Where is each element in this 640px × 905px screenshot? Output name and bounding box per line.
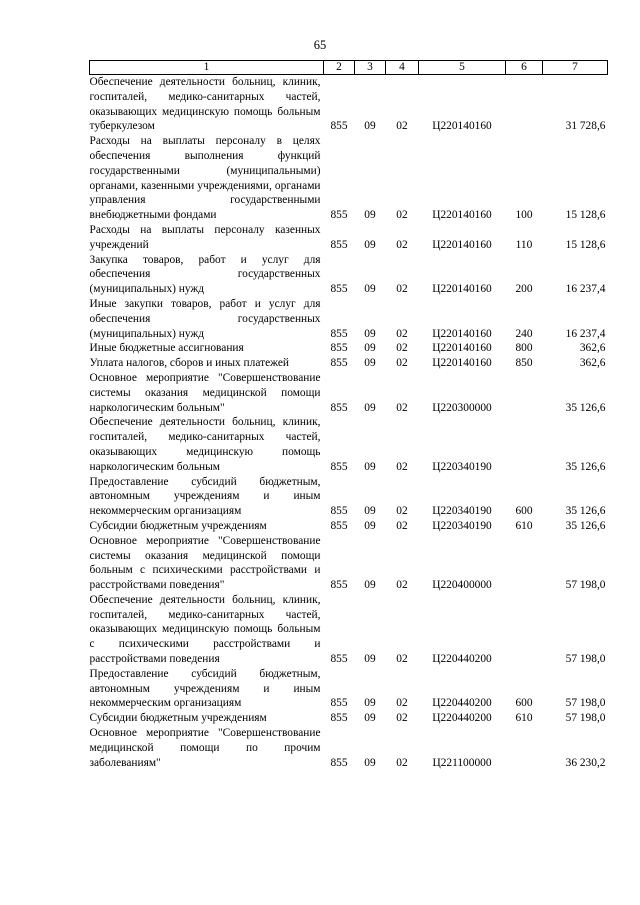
row-description: Субсидии бюджетным учреждениям [89,519,267,532]
table-row [90,534,608,593]
table-row [90,253,608,297]
row-subsection-code: 02 [396,756,408,769]
row-amount: 35 126,6 [565,505,606,518]
table-header [90,61,608,75]
row-expense-type-code [506,415,543,474]
row-amount: 31 728,6 [565,120,606,133]
row-expense-type-code: 850 [515,357,533,370]
row-ministry-code: 855 [330,327,348,340]
row-description: Субсидии бюджетным учреждениям [89,712,267,725]
row-target-code: Ц220340190 [432,505,492,518]
table-row [90,415,608,474]
row-section-code: 09 [364,519,376,532]
row-expense-type-code: 800 [515,342,533,355]
row-target-code: Ц220140160 [432,283,492,296]
row-target-code: Ц221100000 [432,756,492,769]
table-row [90,356,608,371]
row-expense-type-code [506,726,543,770]
row-description: Расходы на выплаты персоналу в целях обеспечения выполнения функций государственными (муниципальными) органами, казенными учреждениями, органами управления государственными внебюджетными фондами [89,135,321,222]
table-row [90,726,608,770]
row-section-code: 09 [364,579,376,592]
row-description: Иные закупки товаров, работ и услуг для обеспечения государственных (муниципальных) нужд [89,297,321,340]
column-header-6: 6 [506,61,543,75]
row-subsection-code: 02 [396,519,408,532]
row-section-code: 09 [364,209,376,222]
column-header-5: 5 [419,61,506,75]
row-target-code: Ц220340190 [432,519,492,532]
row-target-code: Ц220140160 [432,209,492,222]
row-section-code: 09 [364,460,376,473]
row-subsection-code: 02 [396,238,408,251]
row-section-code: 09 [364,238,376,251]
row-description: Обеспечение деятельности больниц, клиник, госпиталей, медико-санитарных частей, оказывающих медицинскую помощь больным с психическими расстройствами и расстройствами поведения [89,593,321,666]
row-expense-type-code [506,371,543,415]
row-ministry-code: 855 [330,579,348,592]
row-section-code: 09 [364,342,376,355]
column-header-4: 4 [386,61,419,75]
row-subsection-code: 02 [396,460,408,473]
row-amount: 36 230,2 [565,756,606,769]
row-description: Обеспечение деятельности больниц, клиник, госпиталей, медико-санитарных частей, оказывающих медицинскую помощь наркологическим больным [89,416,321,473]
row-section-code: 09 [364,401,376,414]
table-row [90,371,608,415]
row-ministry-code: 855 [330,357,348,370]
row-expense-type-code: 600 [515,697,533,710]
row-amount: 16 237,4 [565,283,606,296]
row-amount: 35 126,6 [565,460,606,473]
row-ministry-code: 855 [330,653,348,666]
table-row [90,593,608,667]
row-ministry-code: 855 [330,697,348,710]
row-target-code: Ц220140160 [432,342,492,355]
row-subsection-code: 02 [396,120,408,133]
row-expense-type-code [506,593,543,667]
table-row [90,667,608,711]
table-row [90,75,608,135]
row-section-code: 09 [364,327,376,340]
row-ministry-code: 855 [330,519,348,532]
column-header-1: 1 [90,61,324,75]
row-ministry-code: 855 [330,505,348,518]
row-ministry-code: 855 [330,238,348,251]
row-target-code: Ц220140160 [432,120,492,133]
row-amount: 15 128,6 [565,238,606,251]
row-description: Основное мероприятие "Совершенствование системы оказания медицинской помощи наркологическим больным" [89,371,321,414]
row-description: Основное мероприятие "Совершенствование системы оказания медицинской помощи больным с психическими расстройствами и расстройствами поведения" [89,534,321,592]
row-expense-type-code: 600 [515,505,533,518]
row-subsection-code: 02 [396,579,408,592]
row-expense-type-code [506,75,543,135]
header-row [90,61,608,75]
column-header-7: 7 [543,61,608,75]
column-header-2: 2 [324,61,355,75]
row-ministry-code: 855 [330,283,348,296]
row-amount: 362,6 [579,342,606,355]
row-ministry-code: 855 [330,460,348,473]
row-subsection-code: 02 [396,327,408,340]
row-target-code: Ц220140160 [432,327,492,340]
row-description: Предоставление субсидий бюджетным, автономным учреждениям и иным некоммерческим организациям [89,667,321,710]
row-section-code: 09 [364,120,376,133]
table-row [90,519,608,534]
row-subsection-code: 02 [396,342,408,355]
row-section-code: 09 [364,697,376,710]
column-header-3: 3 [355,61,386,75]
row-description: Обеспечение деятельности больниц, клиник, госпиталей, медико-санитарных частей, оказывающих медицинскую помощь больным туберкулезом [89,76,321,133]
row-ministry-code: 855 [330,712,348,725]
row-target-code: Ц220340190 [432,460,492,473]
row-description: Уплата налогов, сборов и иных платежей [89,357,289,370]
row-subsection-code: 02 [396,283,408,296]
row-section-code: 09 [364,712,376,725]
row-target-code: Ц220400000 [432,579,492,592]
row-subsection-code: 02 [396,697,408,710]
row-section-code: 09 [364,283,376,296]
table-row [90,297,608,341]
row-target-code: Ц220300000 [432,401,492,414]
table-row [90,475,608,519]
row-target-code: Ц220140160 [432,357,492,370]
row-description: Иные бюджетные ассигнования [89,342,244,355]
row-subsection-code: 02 [396,712,408,725]
row-amount: 15 128,6 [565,209,606,222]
row-subsection-code: 02 [396,401,408,414]
row-ministry-code: 855 [330,209,348,222]
row-ministry-code: 855 [330,342,348,355]
row-subsection-code: 02 [396,505,408,518]
row-subsection-code: 02 [396,357,408,370]
row-section-code: 09 [364,653,376,666]
row-target-code: Ц220440200 [432,712,492,725]
row-target-code: Ц220440200 [432,653,492,666]
row-subsection-code: 02 [396,653,408,666]
row-amount: 57 198,0 [565,653,606,666]
row-subsection-code: 02 [396,209,408,222]
row-target-code: Ц220140160 [432,238,492,251]
row-target-code: Ц220440200 [432,697,492,710]
row-amount: 16 237,4 [565,327,606,340]
row-expense-type-code: 200 [515,283,533,296]
page-number: 65 [313,38,327,52]
row-expense-type-code [506,534,543,593]
table-row [90,134,608,223]
table-row [90,341,608,356]
table-row [90,711,608,726]
row-amount: 362,6 [579,357,606,370]
row-description: Основное мероприятие "Совершенствование медицинской помощи по прочим заболеваниям" [89,727,321,769]
row-ministry-code: 855 [330,401,348,414]
row-section-code: 09 [364,357,376,370]
row-expense-type-code: 100 [515,209,533,222]
row-description: Расходы на выплаты персоналу казенных учреждений [89,223,321,251]
row-amount: 57 198,0 [565,712,606,725]
row-description: Закупка товаров, работ и услуг для обеспечения государственных (муниципальных) нужд [89,253,321,296]
table-body [90,75,608,771]
row-amount: 35 126,6 [565,401,606,414]
table-row [90,223,608,253]
row-section-code: 09 [364,756,376,769]
row-amount: 57 198,0 [565,697,606,710]
row-expense-type-code: 240 [515,327,533,340]
row-expense-type-code: 110 [515,238,533,251]
row-ministry-code: 855 [330,756,348,769]
row-amount: 35 126,6 [565,519,606,532]
row-ministry-code: 855 [330,120,348,133]
row-expense-type-code: 610 [515,519,533,532]
row-expense-type-code: 610 [515,712,533,725]
row-description: Предоставление субсидий бюджетным, автономным учреждениям и иным некоммерческим организациям [89,475,321,518]
row-section-code: 09 [364,505,376,518]
budget-table [89,60,608,770]
row-amount: 57 198,0 [565,579,606,592]
